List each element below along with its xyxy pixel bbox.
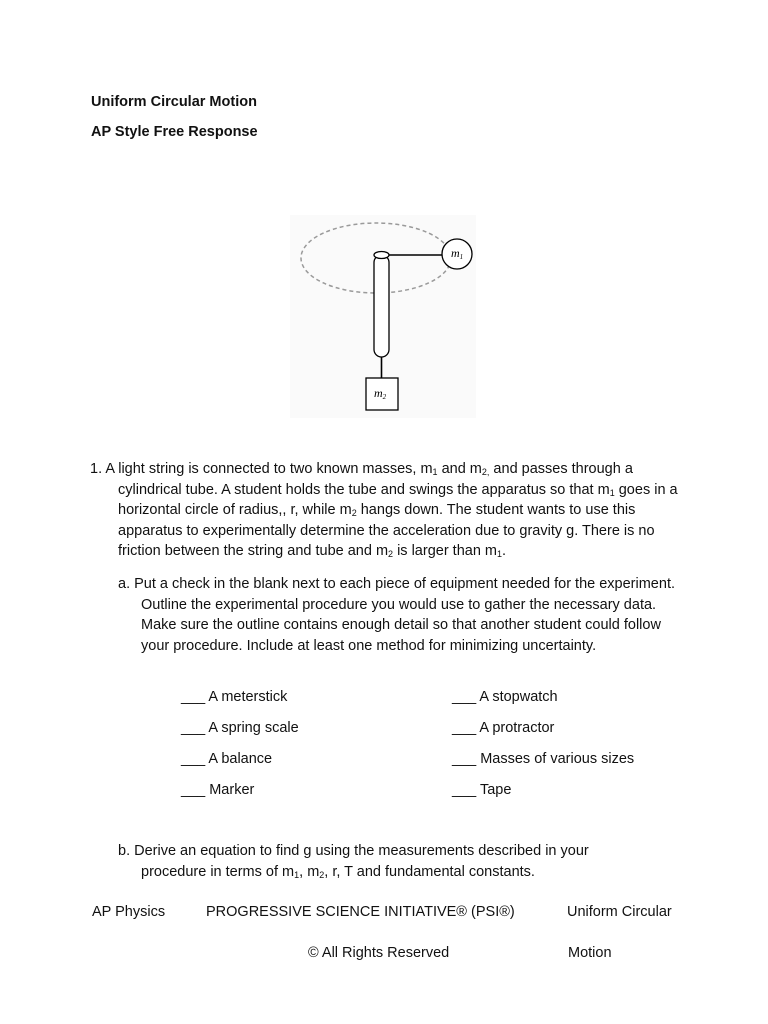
equipment-item-balance: ___ A balance [181,751,273,767]
footer-topic-line1: Uniform Circular [567,904,672,920]
part-a: a. Put a check in the blank next to each piece of equipment needed for the experiment. Outline the experimental procedure you would use to gather the necessary data. Make sure the outline contains enough detail so that another student could follow your procedure. Include at least one method for minimizing uncertainty. [118,576,675,654]
equipment-item-tape: ___ Tape [452,782,512,798]
equipment-item-marker: ___ Marker [181,782,255,798]
tube-top [374,252,389,259]
footer-course: AP Physics [92,904,166,920]
equipment-item-stopwatch: ___ A stopwatch [452,689,558,705]
mass-m2-label: m2 [374,386,387,401]
question-1: 1. A light string is connected to two known masses, $m_1$ and $m_{2,}$ and passes through a cylindrical tube. A student holds the tube and swings the apparatus so that $m_1$ goes in a horizontal circle of radius,, r, while $m_2$ hangs down. The student wants to use this apparatus to experimentally determine the acceleration due to gravity g. There is no friction between the string and tube and $m_2$ is larger than $m_1$. [90,461,678,559]
page-title: Uniform Circular Motion [91,94,257,110]
page-subtitle: AP Style Free Response [91,124,258,140]
equipment-item-spring-scale: ___ A spring scale [181,720,299,736]
question-number: 1. [90,461,103,477]
part-b: b. Derive an equation to find g using the measurements described in your procedure in terms of $m_1$, $m_2$, r, T and fundamental constants. [118,843,589,880]
equipment-item-protractor: ___ A protractor [452,720,555,736]
mass-m1-label: m1 [451,246,464,261]
footer-organization: PROGRESSIVE SCIENCE INITIATIVE® (PSI®) [206,904,515,920]
equipment-item-masses: ___ Masses of various sizes [452,751,635,767]
equipment-item-meterstick: ___ A meterstick [181,689,288,705]
apparatus-figure [290,215,476,418]
footer-topic-line2: Motion [568,945,612,961]
cylindrical-tube [374,255,389,357]
footer-rights: © All Rights Reserved [308,945,450,961]
